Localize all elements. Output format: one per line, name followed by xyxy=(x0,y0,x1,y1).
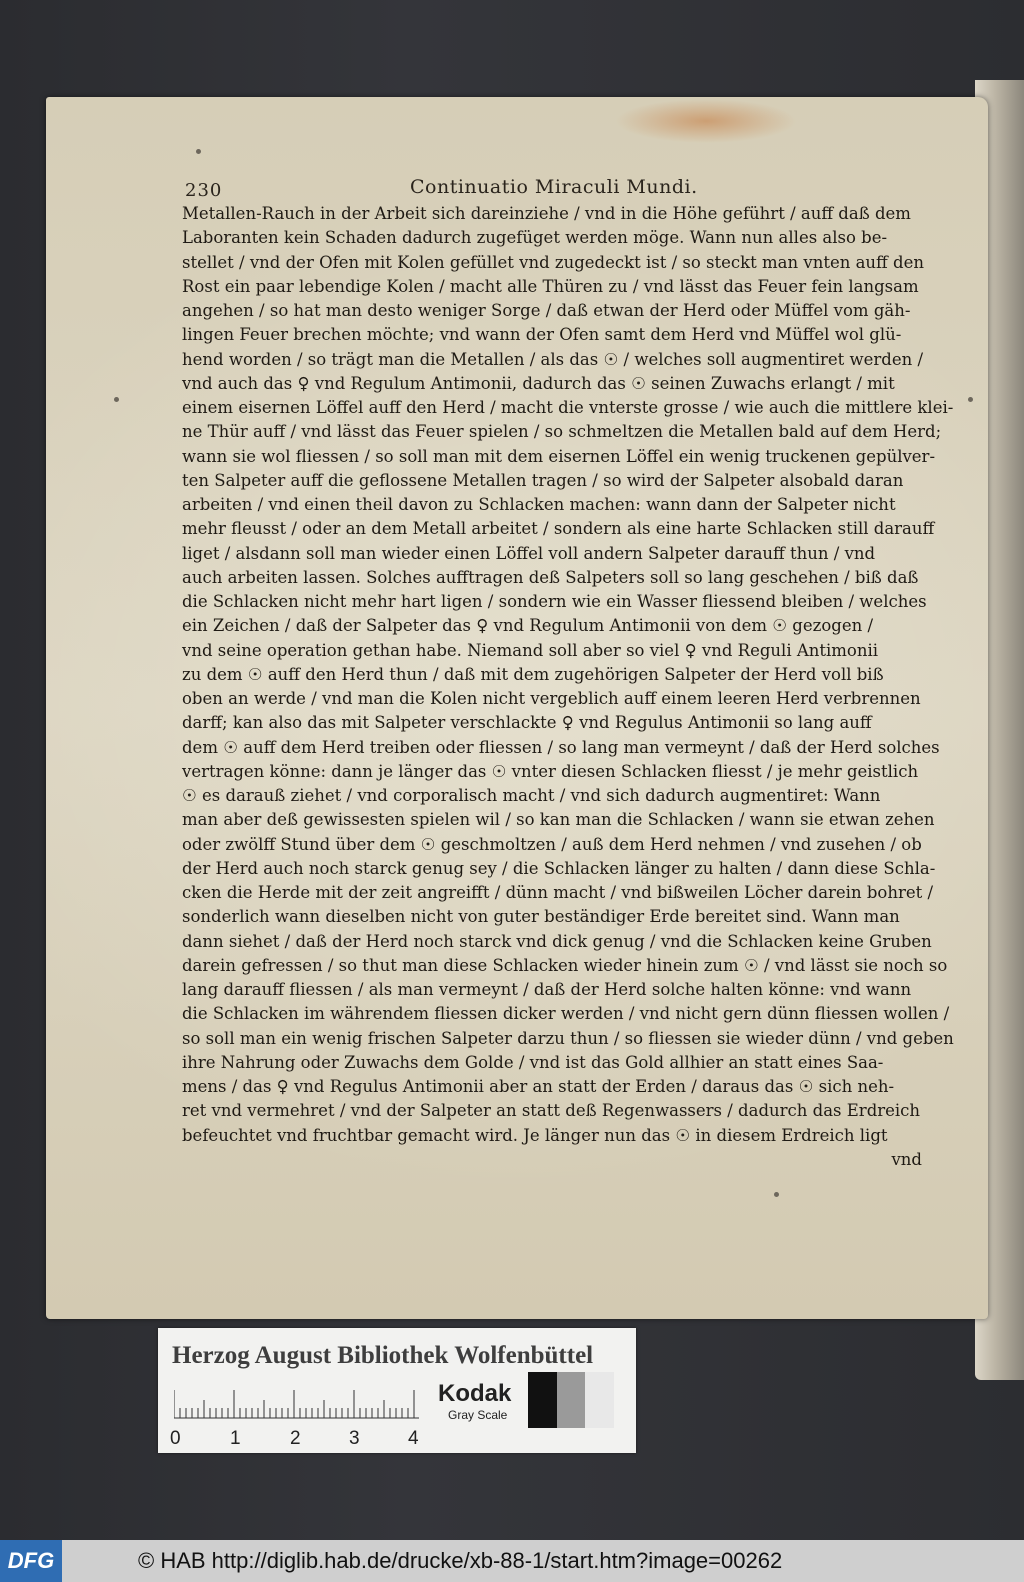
catchword: vnd xyxy=(891,1149,922,1169)
text-line: darein gefressen / so thut man diese Schlacken wieder hinein zum ☉ / vnd lässt sie noch so xyxy=(182,955,948,975)
ruler xyxy=(174,1388,429,1422)
page-spot xyxy=(114,397,119,402)
text-line: oben an werde / vnd man die Kolen nicht vergeblich auff einem leeren Herd verbrennen xyxy=(182,689,921,708)
text-line: stellet / vnd der Ofen mit Kolen gefüllet vnd zugedeckt ist / so steckt man vnten auff den xyxy=(182,252,924,272)
page-number: 230 xyxy=(185,180,223,201)
text-line: die Schlacken nicht mehr hart ligen / sondern wie ein Wasser fliessend bleiben / welches xyxy=(182,592,927,611)
text-line: ten Salpeter auff die geflossene Metallen tragen / so wird der Salpeter alsobald daran xyxy=(182,470,904,490)
text-line: einem eisernen Löffel auff den Herd / macht die vnterste grosse / wie auch die mittlere klei- xyxy=(182,398,954,417)
gray-swatch xyxy=(585,1372,614,1428)
text-line: zu dem ☉ auff den Herd thun / daß mit dem zugehörigen Salpeter der Herd voll biß xyxy=(182,664,884,684)
text-line: dann siehet / daß der Herd noch starck vnd dick genug / vnd die Schlacken keine Gruben xyxy=(182,931,932,951)
ruler-label: 1 xyxy=(230,1428,241,1449)
text-line: lang darauff fliessen / als man vermeynt / daß der Herd solche halten könne: vnd wann xyxy=(182,980,912,999)
text-line: mens / das ♀ vnd Regulus Antimonii aber an statt der Erden / daraus das ☉ sich neh- xyxy=(182,1077,895,1096)
text-line: Metallen-Rauch in der Arbeit sich dareinziehe / vnd in die Höhe geführt / auff daß dem xyxy=(182,204,911,223)
text-line: vnd auch das ♀ vnd Regulum Antimonii, dadurch das ☉ seinen Zuwachs erlangt / mit xyxy=(182,373,895,393)
ruler-label: 3 xyxy=(349,1428,360,1449)
text-line: wann sie wol fliessen / so soll man mit dem eisernen Löffel ein wenig truckenen gepülver- xyxy=(182,446,936,466)
text-line: cken die Herde mit der zeit angreifft / dünn macht / vnd bißweilen Löcher darein bohret / xyxy=(182,883,934,902)
text-line: angehen / so hat man desto weniger Sorge / daß etwan der Herd oder Müffel vom gäh- xyxy=(182,301,911,320)
text-line: auch arbeiten lassen. Solches aufftragen deß Salpeters soll so lang geschehen / biß daß xyxy=(182,567,919,587)
text-line: ihre Nahrung oder Zuwachs dem Golde / vnd ist das Gold allhier an statt eines Saa- xyxy=(182,1052,884,1072)
text-line: man aber deß gewissesten spielen wil / so kan man die Schlacken / wann sie etwan zehen xyxy=(182,810,935,830)
dfg-logo: DFG xyxy=(0,1540,62,1582)
text-line: mehr fleusst / oder an dem Metall arbeitet / sondern als eine harte Schlacken still darauff xyxy=(182,519,935,539)
text-line: oder zwölff Stund über dem ☉ geschmoltzen / auß dem Herd nehmen / vnd zusehen / ob xyxy=(182,834,922,854)
library-name: Herzog August Bibliothek Wolfenbüttel xyxy=(172,1342,594,1369)
ruler-labels xyxy=(170,1428,430,1448)
text-line: darff; kan also das mit Salpeter verschlackte ♀ vnd Regulus Antimonii so lang auff xyxy=(182,713,872,733)
gray-swatch xyxy=(528,1372,557,1428)
ruler-label: 0 xyxy=(170,1428,181,1449)
running-head: Continuatio Miraculi Mundi. xyxy=(410,176,698,198)
page-spot xyxy=(196,149,201,154)
ruler-label: 4 xyxy=(408,1428,419,1449)
text-line: lingen Feuer brechen möchte; vnd wann der Ofen samt dem Herd vnd Müffel wol glü- xyxy=(182,325,902,345)
page-spot xyxy=(968,397,973,402)
text-line: ☉ es darauß ziehet / vnd corporalisch macht / vnd sich dadurch augmentiret: Wann xyxy=(182,786,881,805)
text-line: so soll man ein wenig frischen Salpeter darzu thun / so fliessen sie wieder dünn / vnd geben xyxy=(182,1028,954,1048)
text-line: ein Zeichen / daß der Salpeter das ♀ vnd Regulum Antimonii von dem ☉ gezogen / xyxy=(182,616,874,636)
color-target xyxy=(158,1328,636,1453)
body-text xyxy=(182,202,954,1172)
gray-scale-swatches xyxy=(528,1372,614,1428)
text-line: vertragen könne: dann je länger das ☉ vnter diesen Schlacken fliesst / je mehr geistlich xyxy=(182,761,919,781)
text-line: ret vnd vermehret / vnd der Salpeter an statt deß Regenwassers / dadurch das Erdreich xyxy=(182,1101,921,1121)
text-line: der Herd auch noch starck genug sey / die Schlacken länger zu halten / dann diese Schla- xyxy=(182,858,936,878)
text-line: ne Thür auff / vnd lässt das Feuer spielen / so schmeltzen die Metallen bald auf dem Herd; xyxy=(182,422,942,442)
ruler-label: 2 xyxy=(290,1428,301,1449)
text-line: liget / alsdann soll man wieder einen Löffel voll andern Salpeter darauff thun / vnd xyxy=(182,543,876,563)
text-line: Laboranten kein Schaden dadurch zugefüget werden möge. Wann nun alles also be- xyxy=(182,228,888,248)
kodak-logo: Kodak xyxy=(438,1380,512,1407)
text-line: vnd seine operation gethan habe. Niemand soll aber so viel ♀ vnd Reguli Antimonii xyxy=(182,640,879,660)
text-line: hend worden / so trägt man die Metallen / als das ☉ / welches soll augmentiret werden / xyxy=(182,349,924,369)
gray-scale-label: Gray Scale xyxy=(448,1408,508,1422)
gray-swatch xyxy=(557,1372,586,1428)
text-line: sonderlich wann dieselben nicht von guter beständiger Erde bereitet sind. Wann man xyxy=(182,907,900,927)
text-line: dem ☉ auff dem Herd treiben oder fliessen / so lang man vermeynt / daß der Herd solches xyxy=(182,737,940,757)
copyright-credit: © HAB http://diglib.hab.de/drucke/xb-88-1/start.htm?image=00262 xyxy=(138,1548,783,1573)
text-line: die Schlacken im währendem fliessen dicker werden / vnd nicht gern dünn fliessen wollen / xyxy=(182,1004,950,1024)
text-line: befeuchtet vnd fruchtbar gemacht wird. Je länger nun das ☉ in diesem Erdreich ligt xyxy=(182,1125,888,1145)
page-spot xyxy=(774,1192,779,1197)
footer-bar xyxy=(0,1540,1024,1582)
text-line: Rost ein paar lebendige Kolen / macht alle Thüren zu / vnd lässt das Feuer fein langsam xyxy=(182,276,919,296)
text-line: arbeiten / vnd einen theil davon zu Schlacken machen: wann dann der Salpeter nicht xyxy=(182,495,896,514)
